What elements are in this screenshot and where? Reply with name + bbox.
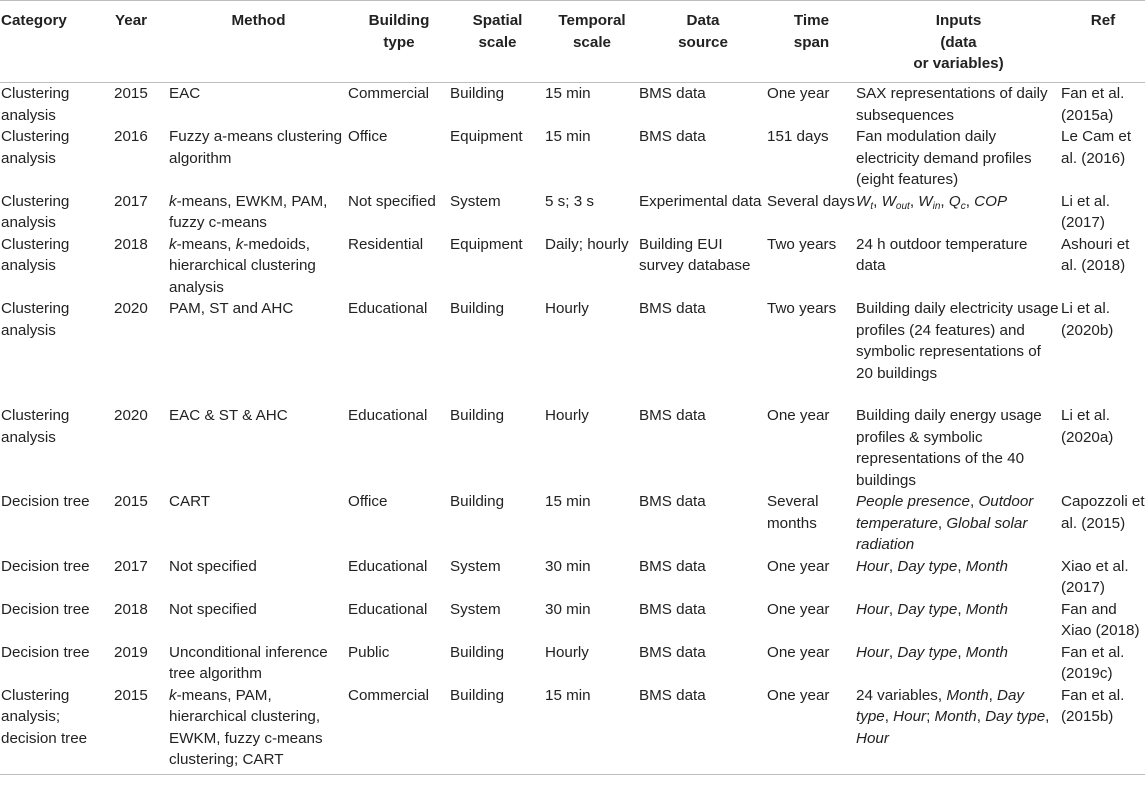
cell-year: 2015: [114, 85, 148, 102]
cell-category: Clustering analysis: [1, 85, 70, 124]
cell-ref: Le Cam et al. (2016): [1061, 128, 1132, 167]
table-row: [0, 191, 1145, 234]
table-row: [0, 491, 1145, 556]
cell-spatial-scale: System: [450, 557, 501, 575]
cell-method: Not specified: [169, 600, 257, 618]
cell-inputs: 24 variables, Month, Day type, Hour; Month, Day type, Hour: [856, 686, 1050, 747]
cell-inputs: Fan modulation daily electricity demand profiles (eight features): [856, 128, 1032, 188]
table-row: [0, 556, 1145, 599]
cell-temporal-scale: 15 min: [545, 493, 591, 510]
cell-year: 2015: [114, 686, 148, 704]
table-row: [0, 83, 1145, 127]
cell-year: 2018: [114, 600, 148, 618]
cell-spatial-scale: Building: [450, 407, 505, 424]
cell-ref: Li et al. (2017): [1061, 192, 1110, 231]
header-building-type: Building type: [368, 12, 430, 51]
cell-temporal-scale: Hourly: [545, 643, 589, 661]
cell-spatial-scale: Building: [450, 643, 505, 661]
table-row: [0, 126, 1145, 191]
cell-method: k-means, PAM, hierarchical clustering, EWKM, fuzzy c-means clustering; CART: [169, 686, 323, 768]
cell-ref: Fan et al. (2019c): [1061, 643, 1125, 682]
cell-category: Clustering analysis: [1, 128, 70, 167]
cell-data-source: BMS data: [639, 85, 706, 102]
header-spatial-scale: Spatial scale: [472, 12, 523, 51]
cell-building-type: Educational: [348, 407, 428, 424]
cell-spatial-scale: System: [450, 192, 501, 210]
cell-temporal-scale: 15 min: [545, 128, 591, 145]
table-row: [0, 298, 1145, 405]
cell-method: k-means, EWKM, PAM, fuzzy c-means: [169, 192, 328, 231]
cell-spatial-scale: Equipment: [450, 235, 523, 253]
cell-spatial-scale: Equipment: [450, 128, 523, 145]
cell-inputs: People presence, Outdoor temperature, Global solar radiation: [856, 493, 1034, 553]
cell-time-span: Several months: [767, 493, 819, 532]
cell-category: Clustering analysis: [1, 192, 70, 231]
cell-spatial-scale: Building: [450, 85, 505, 102]
cell-data-source: BMS data: [639, 686, 706, 704]
cell-method: Fuzzy a-means clustering algorithm: [169, 128, 343, 167]
cell-building-type: Office: [348, 128, 388, 145]
cell-data-source: BMS data: [639, 600, 706, 618]
cell-building-type: Commercial: [348, 686, 430, 704]
cell-category: Decision tree: [1, 600, 90, 618]
table-row: [0, 599, 1145, 642]
cell-inputs: Hour, Day type, Month: [856, 643, 1008, 661]
cell-year: 2019: [114, 643, 148, 661]
cell-time-span: One year: [767, 557, 830, 575]
cell-data-source: Building EUI survey database: [639, 235, 751, 274]
cell-year: 2017: [114, 557, 148, 575]
cell-spatial-scale: System: [450, 600, 501, 618]
cell-method: EAC: [169, 85, 201, 102]
table-body: [0, 83, 1145, 775]
cell-temporal-scale: 15 min: [545, 686, 591, 704]
cell-method: EAC & ST & AHC: [169, 407, 288, 424]
cell-inputs: $W_t$, $W_{out}$, $W_{in}$, $Q_c$, COP: [856, 192, 1008, 212]
cell-building-type: Educational: [348, 557, 428, 575]
header-data-source: Data source: [678, 12, 728, 51]
cell-data-source: BMS data: [639, 407, 706, 424]
cell-spatial-scale: Building: [450, 686, 505, 704]
cell-category: Clustering analysis: [1, 235, 70, 274]
cell-temporal-scale: Hourly: [545, 300, 589, 317]
cell-time-span: Two years: [767, 300, 837, 317]
cell-temporal-scale: 5 s; 3 s: [545, 192, 594, 210]
cell-category: Decision tree: [1, 557, 90, 575]
cell-data-source: Experimental data: [639, 192, 762, 210]
cell-building-type: Public: [348, 643, 390, 661]
cell-spatial-scale: Building: [450, 300, 505, 317]
cell-inputs: 24 h outdoor temperature data: [856, 235, 1028, 274]
cell-building-type: Educational: [348, 600, 428, 618]
cell-building-type: Office: [348, 493, 388, 510]
cell-category: Clustering analysis; decision tree: [1, 686, 88, 747]
cell-ref: Fan and Xiao (2018): [1061, 600, 1140, 639]
cell-building-type: Not specified: [348, 192, 436, 210]
cell-time-span: One year: [767, 85, 830, 102]
cell-data-source: BMS data: [639, 643, 706, 661]
cell-time-span: 151 days: [767, 128, 829, 145]
cell-ref: Li et al. (2020b): [1061, 300, 1114, 339]
cell-method: Unconditional inference tree algorithm: [169, 643, 328, 682]
header-method: Method: [231, 12, 286, 29]
cell-data-source: BMS data: [639, 493, 706, 510]
cell-time-span: One year: [767, 686, 830, 704]
cell-temporal-scale: 30 min: [545, 600, 591, 618]
cell-inputs: Hour, Day type, Month: [856, 600, 1008, 618]
cell-temporal-scale: Daily; hourly: [545, 235, 629, 253]
cell-method: PAM, ST and AHC: [169, 300, 294, 317]
cell-ref: Xiao et al. (2017): [1061, 557, 1129, 596]
cell-data-source: BMS data: [639, 300, 706, 317]
cell-category: Decision tree: [1, 643, 90, 661]
cell-inputs: Building daily electricity usage profiles (24 features) and symbolic representations of 20 buildings: [856, 300, 1059, 382]
cell-ref: Capozzoli et al. (2015): [1061, 493, 1145, 532]
cell-spatial-scale: Building: [450, 493, 505, 510]
table-row: [0, 234, 1145, 299]
cell-inputs: SAX representations of daily subsequences: [856, 85, 1048, 124]
cell-year: 2016: [114, 128, 148, 145]
cell-method: k-means, k-medoids, hierarchical clustering analysis: [169, 235, 316, 296]
cell-inputs: Building daily energy usage profiles & symbolic representations of the 40 buildings: [856, 407, 1042, 489]
header-row: [0, 1, 1145, 83]
cell-time-span: One year: [767, 407, 830, 424]
cell-year: 2017: [114, 192, 148, 210]
table-row: [0, 405, 1145, 491]
cell-temporal-scale: 30 min: [545, 557, 591, 575]
cell-ref: Li et al. (2020a): [1061, 407, 1114, 446]
cell-category: Clustering analysis: [1, 407, 70, 446]
cell-building-type: Educational: [348, 300, 428, 317]
cell-year: 2020: [114, 407, 148, 424]
cell-year: 2015: [114, 493, 148, 510]
header-ref: Ref: [1090, 12, 1116, 29]
header-category: Category: [1, 12, 67, 29]
header-year: Year: [115, 12, 148, 29]
cell-temporal-scale: 15 min: [545, 85, 591, 102]
cell-time-span: One year: [767, 643, 830, 661]
table-row: [0, 685, 1145, 775]
cell-time-span: One year: [767, 600, 830, 618]
cell-time-span: Two years: [767, 235, 837, 253]
cell-method: Not specified: [169, 557, 257, 575]
cell-ref: Ashouri et al. (2018): [1061, 235, 1130, 274]
header-inputs: Inputs (data or variables): [913, 12, 1004, 72]
cell-ref: Fan et al. (2015a): [1061, 85, 1125, 124]
cell-inputs: Hour, Day type, Month: [856, 557, 1008, 575]
cell-temporal-scale: Hourly: [545, 407, 589, 424]
cell-data-source: BMS data: [639, 128, 706, 145]
cell-building-type: Residential: [348, 235, 424, 253]
cell-data-source: BMS data: [639, 557, 706, 575]
cell-year: 2018: [114, 235, 148, 253]
cell-method: CART: [169, 493, 211, 510]
header-temporal-scale: Temporal scale: [558, 12, 626, 51]
cell-category: Decision tree: [1, 493, 90, 510]
cell-ref: Fan et al. (2015b): [1061, 686, 1125, 725]
header-time-span: Time span: [793, 12, 830, 51]
cell-year: 2020: [114, 300, 148, 317]
table-row: [0, 642, 1145, 685]
cell-time-span: Several days: [767, 192, 855, 210]
cell-category: Clustering analysis: [1, 300, 70, 339]
cell-building-type: Commercial: [348, 85, 430, 102]
table-header: [0, 1, 1145, 83]
